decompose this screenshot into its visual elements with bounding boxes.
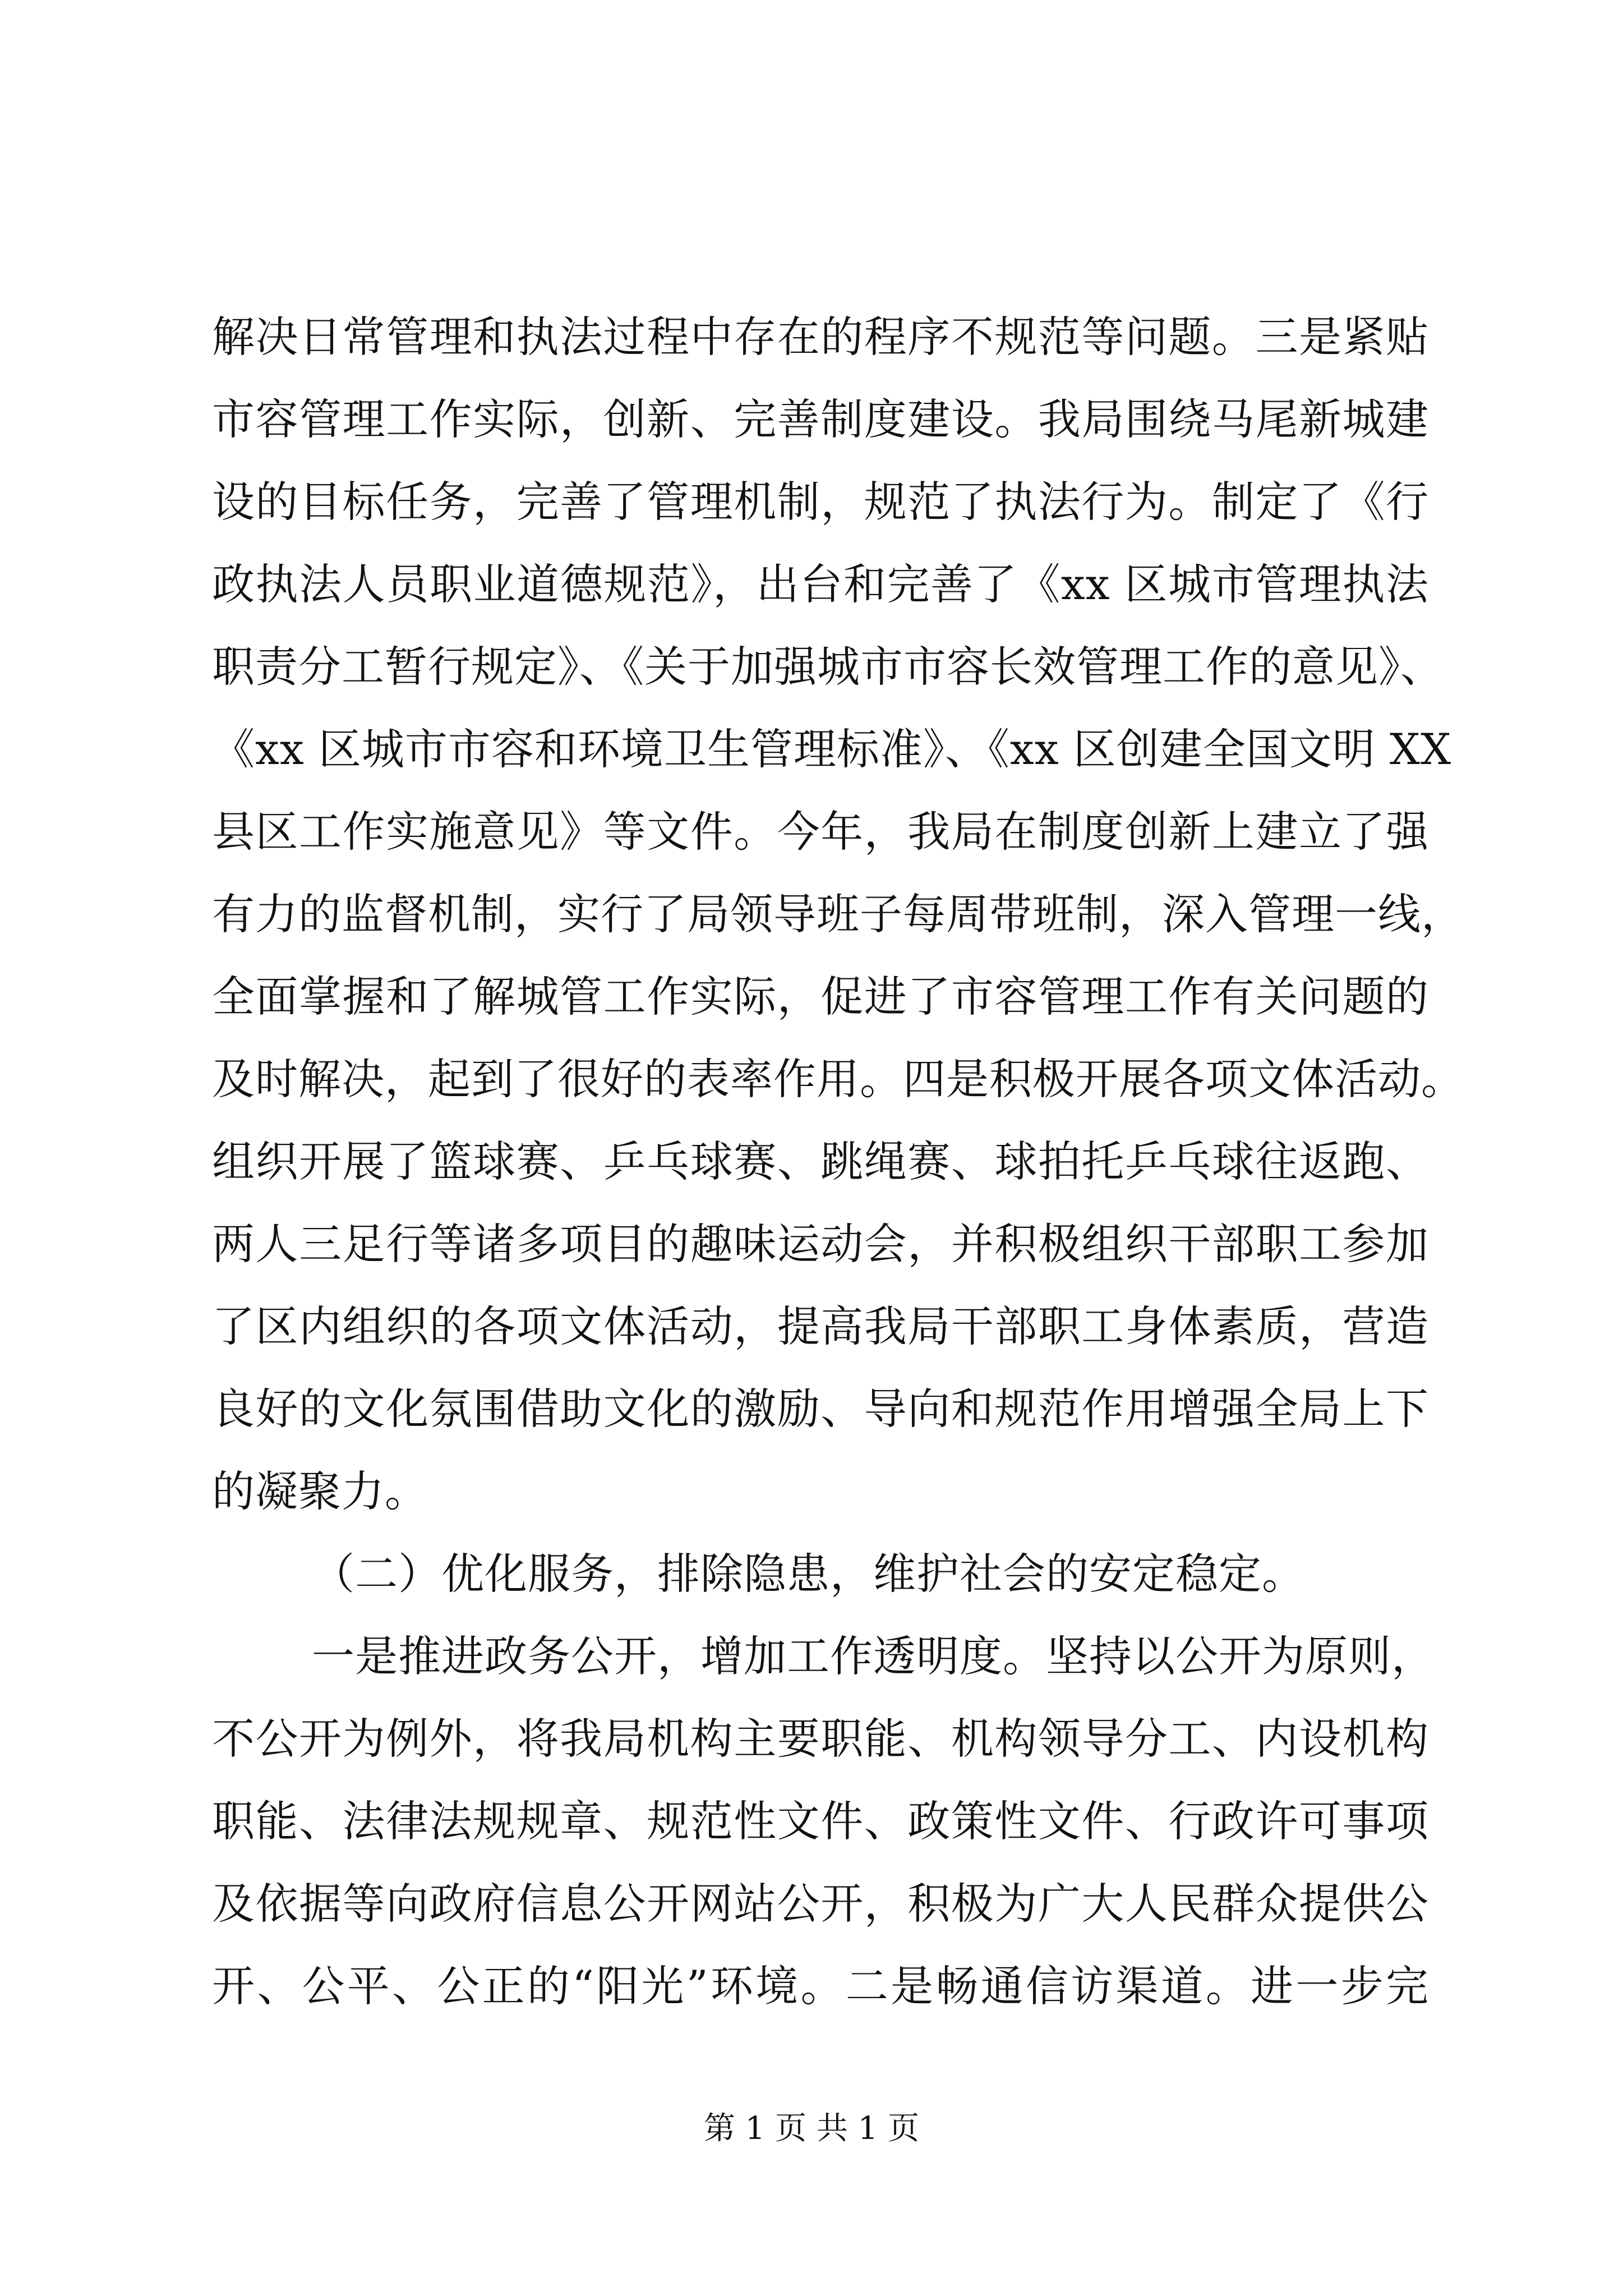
- text-line: 及依据等向政府信息公开网站公开，积极为广大人民群众提供公: [212, 1879, 1429, 1929]
- text-line: 的凝聚力。: [212, 1466, 428, 1516]
- text-line: 组织开展了篮球赛、乒乓球赛、跳绳赛、球拍托乒乓球往返跑、: [212, 1137, 1429, 1186]
- section-heading: （二）优化服务，排除隐患，维护社会的安定稳定。: [312, 1549, 1305, 1599]
- text-line: 市容管理工作实际，创新、完善制度建设。我局围绕马尾新城建: [212, 394, 1429, 444]
- text-line: 解决日常管理和执法过程中存在的程序不规范等问题。三是紧贴: [212, 312, 1429, 362]
- text-line: 有力的监督机制，实行了局领导班子每周带班制，深入管理一线，: [212, 889, 1464, 939]
- page-footer: 第 1 页 共 1 页: [703, 2110, 920, 2147]
- text-line: 不公开为例外，将我局机构主要职能、机构领导分工、内设机构: [212, 1714, 1429, 1764]
- text-line: 县区工作实施意见》等文件。今年，我局在制度创新上建立了强: [212, 807, 1429, 857]
- text-line: 《xx 区城市市容和环境卫生管理标准》、《xx 区创建全国文明 XX: [212, 724, 1452, 774]
- text-line: 政执法人员职业道德规范》，出台和完善了《xx 区城市管理执法: [212, 559, 1429, 609]
- text-line: 职责分工暂行规定》、《关于加强城市市容长效管理工作的意见》、: [212, 642, 1444, 692]
- text-line: 及时解决，起到了很好的表率作用。四是积极开展各项文体活动。: [212, 1054, 1464, 1104]
- paragraph-first-line: 一是推进政务公开，增加工作透明度。坚持以公开为原则，: [312, 1631, 1435, 1681]
- text-line: 了区内组织的各项文体活动，提高我局干部职工身体素质，营造: [212, 1301, 1429, 1351]
- text-line: 职能、法律法规规章、规范性文件、政策性文件、行政许可事项: [212, 1796, 1429, 1846]
- text-line: 开、公平、公正的“阳光”环境。二是畅通信访渠道。进一步完: [212, 1961, 1429, 2011]
- text-line: 设的目标任务，完善了管理机制，规范了执法行为。制定了《行: [212, 477, 1429, 527]
- text-line: 两人三足行等诸多项目的趣味运动会，并积极组织干部职工参加: [212, 1219, 1429, 1269]
- text-line: 全面掌握和了解城管工作实际，促进了市容管理工作有关问题的: [212, 972, 1429, 1022]
- text-line: 良好的文化氛围借助文化的激励、导向和规范作用增强全局上下: [212, 1384, 1429, 1434]
- document-body: [212, 296, 1464, 2027]
